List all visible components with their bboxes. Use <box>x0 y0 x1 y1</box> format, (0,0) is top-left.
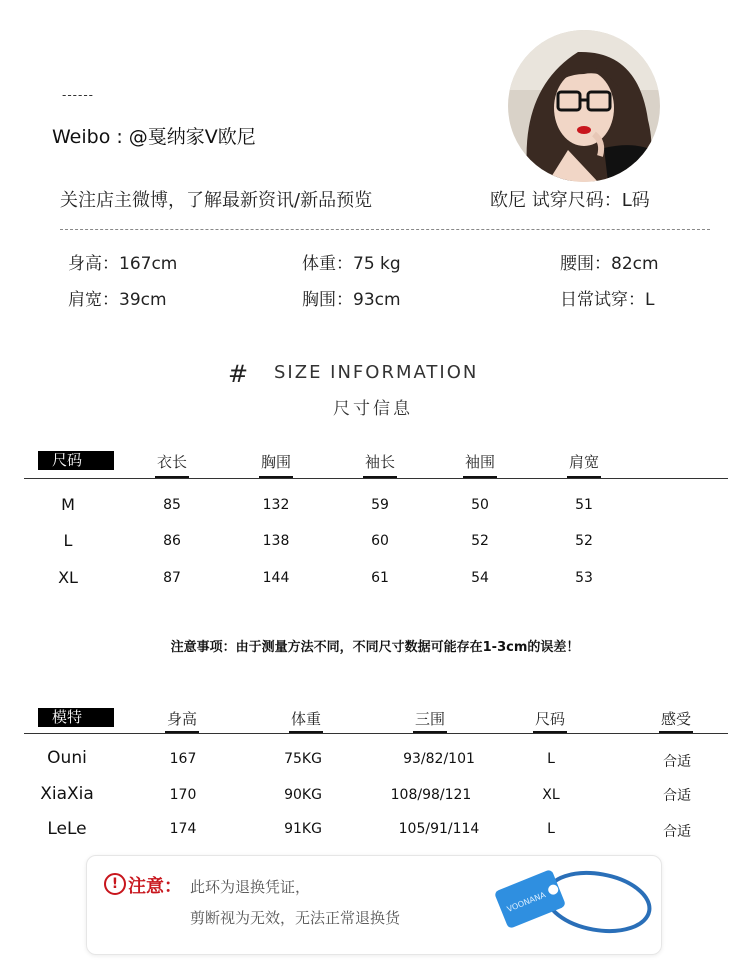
hash-symbol: # <box>228 360 249 388</box>
table-cell: XL <box>542 787 560 803</box>
col-header-sleeve-width: 袖围 <box>464 453 495 471</box>
notice-title: 注意： <box>128 876 182 897</box>
return-tag-icon <box>486 858 658 948</box>
weibo-handle: Weibo : @戛纳家V欧尼 <box>52 126 256 148</box>
table-cell: 86 <box>163 533 181 549</box>
table-cell: 144 <box>262 570 290 586</box>
size-table-divider <box>24 478 728 479</box>
table-cell: 50 <box>471 497 489 513</box>
model-tag: 模特 <box>38 708 114 727</box>
table-cell: 52 <box>575 533 593 549</box>
col-header-height: 身高 <box>166 710 197 728</box>
col-header-measurements: 三围 <box>414 710 445 728</box>
model-name: Ouni <box>47 748 87 768</box>
table-cell: 合适 <box>663 754 691 770</box>
table-cell: 167 <box>169 751 197 767</box>
col-header-fit: 感受 <box>660 710 691 728</box>
size-tag: 尺码 <box>38 451 114 470</box>
table-cell: 54 <box>471 570 489 586</box>
col-header-size: 尺码 <box>534 710 565 728</box>
table-cell: 85 <box>163 497 181 513</box>
table-cell: 87 <box>163 570 181 586</box>
model-name: LeLe <box>47 819 87 839</box>
stat-daily-size: 日常试穿：L <box>560 290 655 310</box>
table-cell: 合适 <box>663 824 691 840</box>
size-title-en: SIZE INFORMATION <box>274 362 479 383</box>
table-cell: 174 <box>169 821 197 837</box>
measurement-note: 注意事项：由于测量方法不同，不同尺寸数据可能存在1-3cm的误差！ <box>170 640 580 655</box>
table-cell: 53 <box>575 570 593 586</box>
header-dashes: ------ <box>62 88 94 102</box>
table-cell: 170 <box>169 787 197 803</box>
table-cell: L <box>547 821 555 837</box>
notice-line-1: 此环为退换凭证， <box>190 878 311 896</box>
table-cell: 60 <box>371 533 389 549</box>
notice-line-2: 剪断视为无效，无法正常退换货 <box>190 909 401 927</box>
table-cell: 138 <box>262 533 290 549</box>
dashed-divider <box>60 229 710 230</box>
table-cell: 51 <box>575 497 593 513</box>
table-cell: 91KG <box>284 821 322 837</box>
stat-weight: 体重：75 kg <box>302 254 401 274</box>
table-cell: 61 <box>371 570 389 586</box>
col-header-weight: 体重 <box>290 710 321 728</box>
size-row-label: L <box>63 531 73 550</box>
table-cell: 105/91/114 <box>398 821 480 837</box>
model-avatar <box>508 30 660 182</box>
table-cell: 合适 <box>663 788 691 804</box>
stat-waist: 腰围：82cm <box>560 254 659 274</box>
try-size-text: 欧尼 试穿尺码：L码 <box>490 190 650 211</box>
follow-shop-text: 关注店主微博，了解最新资讯/新品预览 <box>60 190 373 211</box>
col-header-sleeve: 袖长 <box>364 453 395 471</box>
col-header-shoulder: 肩宽 <box>568 453 599 471</box>
model-table-divider <box>24 733 728 734</box>
table-cell: 132 <box>262 497 290 513</box>
stat-shoulder: 肩宽：39cm <box>68 290 167 310</box>
stat-chest: 胸围：93cm <box>302 290 401 310</box>
warning-icon: ! <box>104 873 126 895</box>
table-cell: 108/98/121 <box>390 787 472 803</box>
model-name: XiaXia <box>40 784 94 804</box>
col-header-chest: 胸围 <box>260 453 291 471</box>
table-cell: 90KG <box>284 787 322 803</box>
table-cell: 59 <box>371 497 389 513</box>
table-cell: 75KG <box>284 751 322 767</box>
table-cell: 93/82/101 <box>403 751 475 767</box>
table-cell: L <box>547 751 555 767</box>
tag-text: VOONANA <box>505 890 547 914</box>
size-row-label: M <box>61 495 75 514</box>
table-cell: 52 <box>471 533 489 549</box>
stat-height: 身高：167cm <box>68 254 178 274</box>
size-row-label: XL <box>58 568 78 587</box>
col-header-length: 衣长 <box>156 453 187 471</box>
size-title-cn: 尺寸信息 <box>333 399 413 419</box>
